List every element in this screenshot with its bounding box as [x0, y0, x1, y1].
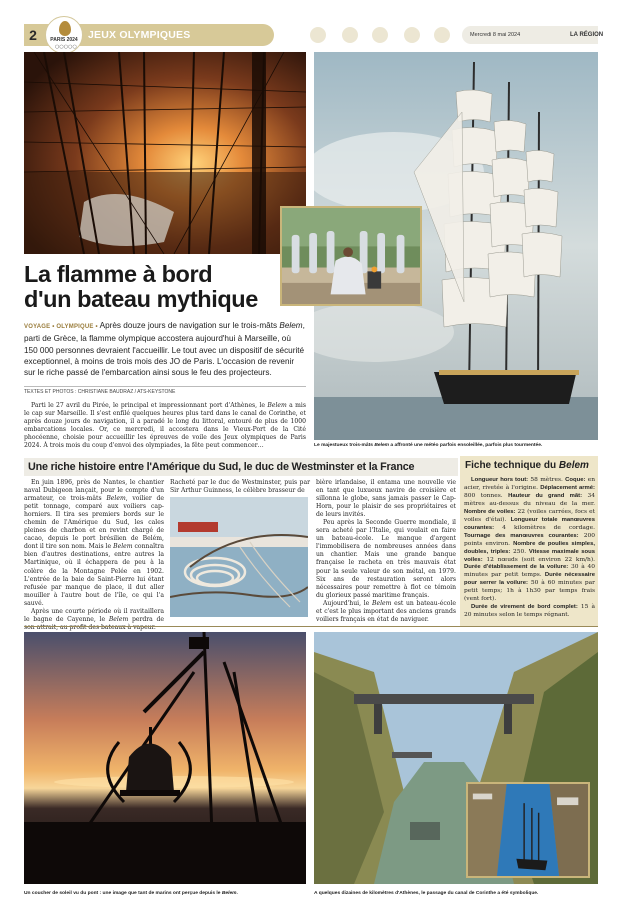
ship-photo-caption: [314, 443, 598, 448]
lead-ship-name: Belem: [279, 321, 303, 330]
headline-line-2: d'un bateau mythique: [24, 286, 258, 312]
lead-text-2: , parti de Grèce, la flamme olympique accostera aujourd'hui à Marseille, où 150 000 personnes devraient l'accueillir. Le tout avec un dispositif de sécurité exceptionnel, à moins de trois mois des JO de Paris. L'occasion de revenir sur le riche passé de l'embarcation ainsi sous le feu des projecteurs.: [24, 321, 305, 378]
col1-ship-1: Belem: [106, 495, 126, 503]
fiche-spec-value: 34 mètres au-dessus du niveau de la mer.: [464, 492, 595, 507]
fiche-spec-label: Vitesse maximale sous voiles:: [464, 548, 595, 563]
fiche-spec-label: Déplacement armé:: [540, 484, 595, 491]
fiche-spec-value: 15 à 20 minutes selon le temps régnant.: [464, 604, 595, 619]
fiche-spec-value: 30 à 40 minutes par petit temps.: [464, 564, 596, 579]
col3-text-1: bière irlandaise, il entama une nouvelle vie en tant que luxueux navire de croisière et sillonna le globe, sans jamais passer le Cap-Horn, pour le plaisir de ses propriétaires et de leurs invités.: [316, 479, 456, 519]
col1-text-a: En juin 1896, près de Nantes, le chantier naval Dubigeon lançait, pour le compte d'un armateur, ce trois-mâts: [24, 479, 164, 503]
sunset-caption: [24, 891, 314, 896]
olympic-rings-icon: ○○○○○: [55, 44, 77, 50]
article-headline: [24, 262, 294, 312]
fiche-spec-label: Nombre de voiles:: [464, 508, 516, 515]
col1-text-d: Après une courte période où il ravitaillera le bagne de Cayenne, le: [24, 607, 164, 623]
fiche-spec-label: Durée de virement de bord complet:: [471, 604, 578, 611]
decorative-dot: [434, 27, 450, 43]
fiche-spec-value: 800 tonnes.: [464, 492, 509, 499]
fiche-spec-label: Durée d'établissement de la voilure:: [464, 564, 569, 571]
fiche-specs: [464, 477, 595, 604]
story-column-3: [316, 479, 456, 624]
col3-text-3a: Aujourd'hui, le: [323, 599, 370, 607]
fiche-spec-value: 200 points environ.: [464, 532, 595, 547]
caption-ship-text-b: a affronté une météo parfois ensoleillée, parfois plus tourmentée.: [390, 443, 543, 448]
decorative-dot: [372, 27, 388, 43]
fiche-title: [460, 458, 598, 473]
col1-text-e: perdra de son attrait, au profit des bateaux à vapeur.: [24, 615, 165, 631]
kicker: VOYAGE • OLYMPIQUE •: [24, 324, 98, 330]
fiche-spec-label: Durée nécessaire pour serrer la voilure:: [464, 572, 595, 587]
fiche-spec-label: Longueur hors tout:: [471, 477, 529, 483]
story-column-1: [24, 479, 164, 632]
lead-text-1: Après douze jours de navigation sur le trois-mâts: [99, 321, 278, 330]
sunset-caption-a: Un coucher de soleil vu du pont : une image que tant de marins ont perçue depuis le: [24, 891, 221, 896]
logo-text: PARIS 2024: [50, 37, 78, 43]
col3-ship: Belem: [372, 599, 392, 607]
page-number: 2: [29, 27, 37, 43]
rigging-sunset-photo: [24, 52, 306, 254]
sunset-caption-b: .: [236, 891, 238, 896]
fiche-title-ship: Belem: [558, 460, 589, 471]
col2-text: Racheté par le duc de Westminster, puis par Sir Arthur Guinness, le célèbre brasseur de: [170, 479, 310, 495]
fiche-spec-label: Coque:: [565, 477, 586, 483]
decorative-dot: [342, 27, 358, 43]
decorative-dot: [310, 27, 326, 43]
intro-text-1: Parti le 27 avril du Pirée, le principal et impressionnant port d'Athènes, le: [31, 402, 266, 409]
fiche-spec-label: Tournage des manœuvres courantes:: [464, 532, 579, 539]
canal-aerial-inset-photo: [466, 782, 590, 878]
olympic-flame-icon: [59, 21, 71, 36]
story-title: Une riche histoire entre l'Amérique du Sud, le duc de Westminster et la France: [24, 458, 458, 476]
intro-text-2: a mis le cap sur Marseille. Il s'est enfilé quelques heures plus tard dans le canal de Corinthe, et après douze jours de navigation, il a paradé le long du littoral, entouré de plus de 1000 embarcations locales. Or, ce mercredi, il accostera dans le Vieux-Port de la Cité phocéenne, choisie pour accueillir les épreuves de voile des Jeux olympiques de Paris 2024. À trois mois du coup d'envoi des olympiades, la fête peut commencer…: [24, 402, 307, 450]
fiche-spec-value: 250.: [510, 548, 529, 555]
caption-ship-name: Belem: [374, 443, 390, 448]
newspaper-name: LA RÉGION: [570, 32, 604, 38]
canal-caption: A quelques dizaines de kilomètres d'Athènes, le passage du canal de Corinthe a été symbolique.: [314, 891, 539, 896]
fiche-text: [464, 477, 595, 620]
col3-text-3b: est un bateau-école et c'est le plus important des anciens grands voiliers français en état de naviguer.: [316, 599, 457, 623]
issue-date: Mercredi 8 mai 2024: [470, 32, 521, 38]
col3-text-2: Peu après la Seconde Guerre mondiale, il sera acheté par l'Italie, qui voulait en faire un bateau-école. Le manque d'argent l'immobilisera de nombreuses années dans un chantier. Mais une grande banque française le racheta en très mauvais état pour la seule valeur de son métal, en 1979. Six ans de restauration seront alors nécessaires pour remettre à flot ce témoin du glorieux passé maritime français.: [316, 519, 456, 599]
fiche-spec-value: 12 nœuds (soit environ 22 km/h).: [482, 556, 595, 563]
col1-text-b: , voilier de petit tonnage, comparé aux voiliers cap-horniers. Il tira ses premiers bords sur le chemin de l'Amérique du Sud, les cales pleines de charbon et en revint chargé de cacao, depuis le port brésilien de Belém, dont il tire son nom. Mais le: [24, 495, 164, 551]
rope-deck-photo: [170, 497, 308, 617]
section-divider: [24, 626, 598, 627]
headline-line-1: La flamme à bord: [24, 261, 213, 287]
col1-text-c: connaîtra bien d'autres destinations, entre autres la Martinique, où il échappera de peu à la colère de la Montagne Pelée en 1902. L'entrée de la baie de Saint-Pierre lui étant refusée par manque de place, il dut aller mouiller à l'autre bout de l'île, ce qui l'a sauvé.: [24, 543, 165, 607]
sunset-caption-ship: Belem: [221, 891, 237, 896]
story-column-2: [170, 479, 310, 495]
fiche-spec-label: Nombre de poulies simples, doubles, triples:: [464, 540, 595, 555]
flame-ceremony-photo: [280, 206, 422, 306]
col1-ship-2: Belem: [113, 543, 133, 551]
bell-sunset-photo: [24, 632, 306, 884]
fiche-spec-value: en acier, rivetée à l'origine.: [464, 477, 596, 491]
fiche-spec-label: Hauteur du grand mât:: [508, 492, 583, 499]
intro-paragraph: [24, 402, 306, 450]
article-lead: [24, 320, 306, 378]
fiche-title-text: Fiche technique du: [465, 460, 557, 471]
intro-ship-name: Belem: [267, 402, 287, 409]
caption-ship-text-a: Le majestueux trois-mâts: [314, 443, 373, 448]
photo-credit: TEXTES ET PHOTOS : CHRISTIANE BAUDRAZ / ATS-KEYSTONE: [24, 386, 306, 395]
fiche-spec-value: 22 (voiles carrées, focs et voiles d'étai).: [464, 508, 595, 523]
fiche-spec-value: 4 kilomètres de cordage.: [494, 524, 595, 531]
section-title: JEUX OLYMPIQUES: [88, 29, 191, 41]
fiche-spec-value: 58 mètres.: [528, 477, 566, 483]
fiche-spec-label: Longueur totale manœuvres courantes:: [464, 516, 595, 531]
decorative-dot: [404, 27, 420, 43]
col1-ship-3: Belem: [108, 615, 129, 623]
paris-2024-logo: [45, 16, 83, 54]
fiche-spec-value: 50 à 60 minutes par petit temps; 1h à 1h30 par temps frais (vent fort).: [464, 580, 595, 603]
